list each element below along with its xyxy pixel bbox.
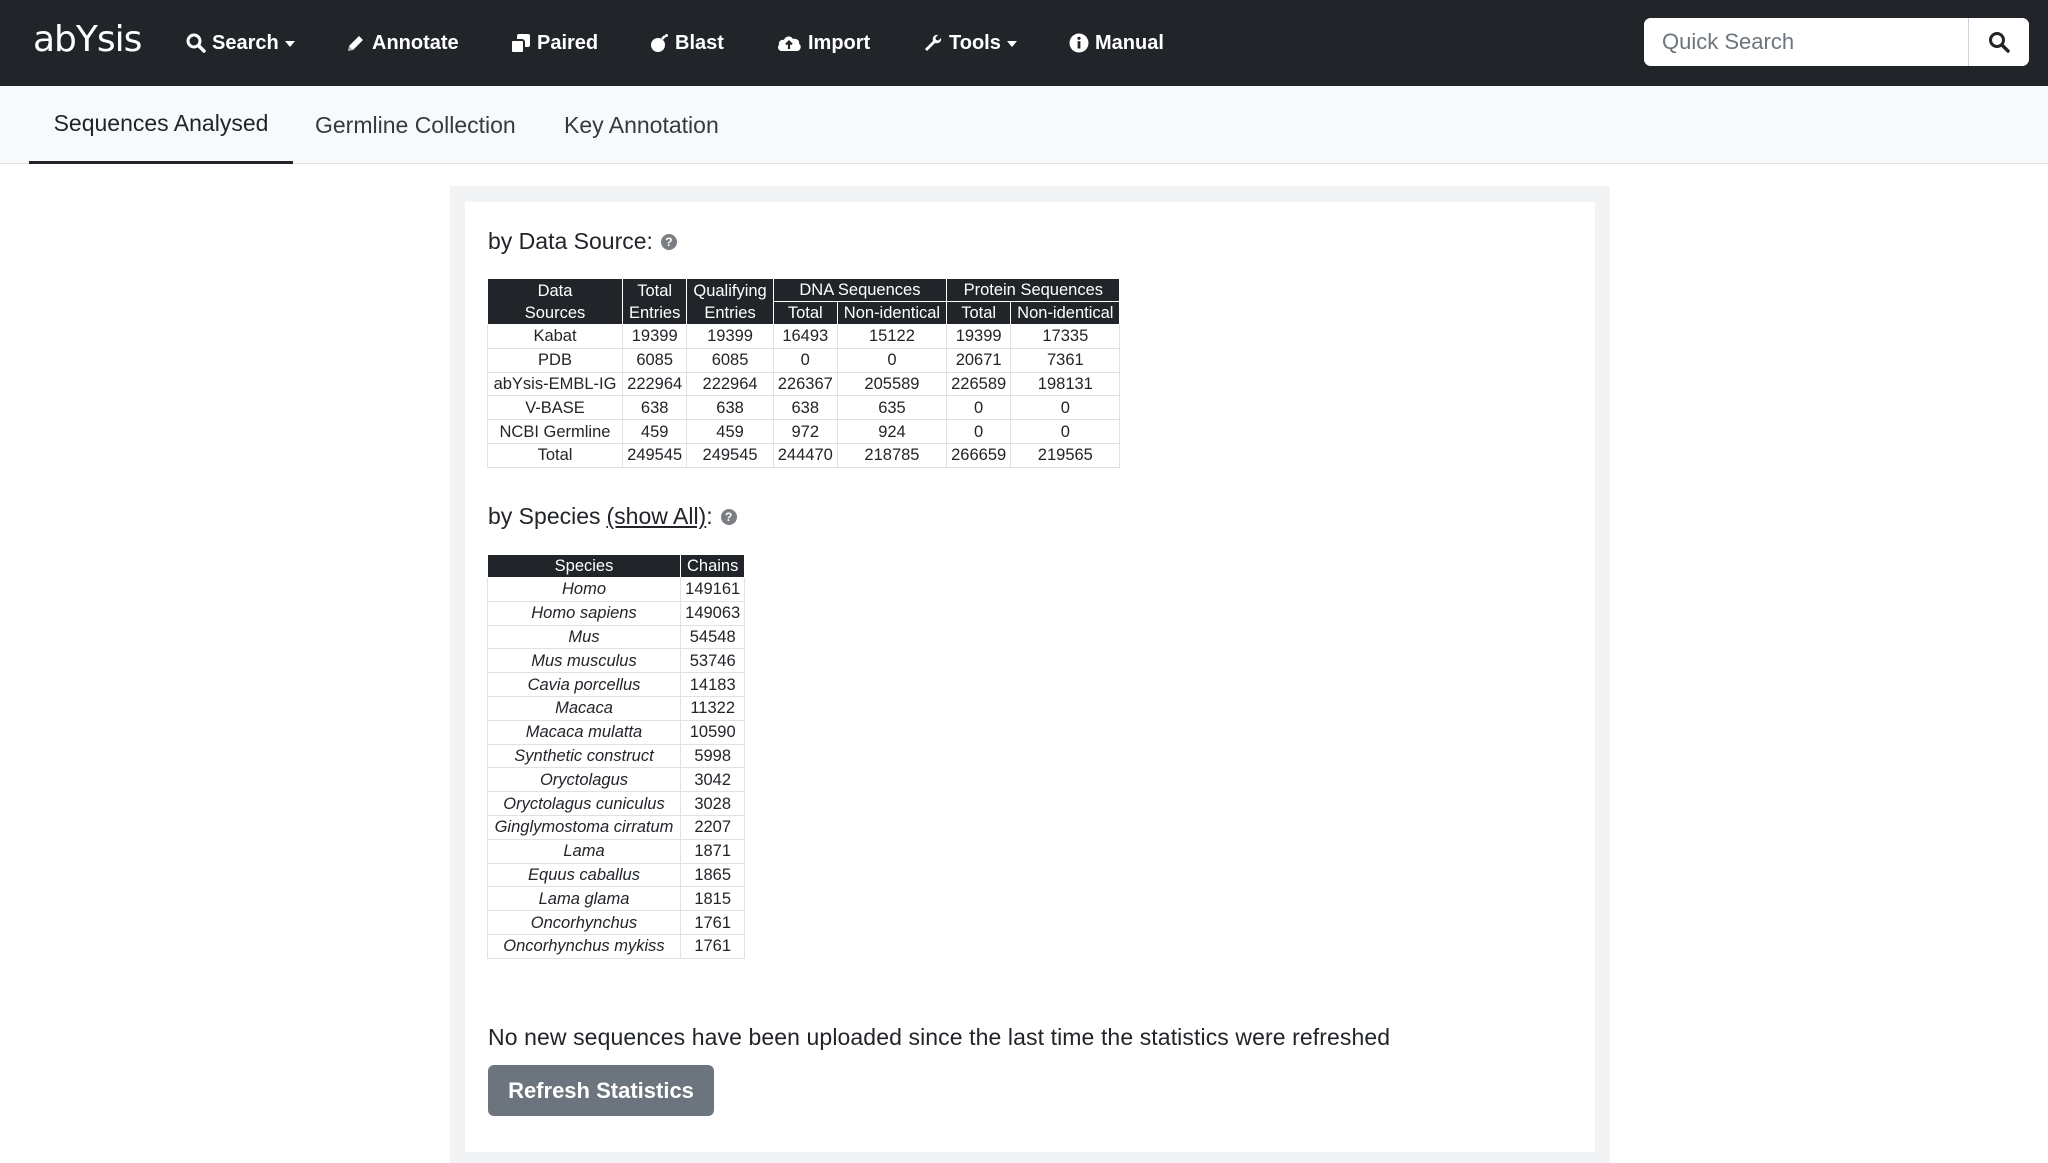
- species-row: [488, 863, 745, 887]
- value-cell: 16493: [773, 325, 837, 349]
- header-qualifying-entries: Qualifying Entries: [687, 279, 773, 325]
- row-label-cell: Synthetic construct: [488, 744, 681, 768]
- header-species: Species: [488, 555, 681, 578]
- data-source-heading: [488, 228, 677, 255]
- header-protein-total: Total: [947, 302, 1011, 325]
- nav-search-dropdown[interactable]: [186, 0, 295, 86]
- species-row: [488, 744, 745, 768]
- search-icon: [1988, 31, 2010, 53]
- value-cell: 54548: [681, 625, 745, 649]
- row-label-cell: Macaca mulatta: [488, 720, 681, 744]
- species-row: [488, 839, 745, 863]
- species-row: [488, 887, 745, 911]
- species-row: [488, 673, 745, 697]
- value-cell: 1865: [681, 863, 745, 887]
- stats-tab-bar: [0, 86, 2048, 164]
- nav-paired[interactable]: [510, 0, 598, 86]
- value-cell: 19399: [947, 325, 1011, 349]
- value-cell: 638: [773, 396, 837, 420]
- value-cell: 149161: [681, 578, 745, 602]
- nav-blast[interactable]: [649, 0, 724, 86]
- header-dna-non-identical: Non-identical: [837, 302, 946, 325]
- tab-key-annotation[interactable]: Key Annotation: [564, 111, 719, 138]
- species-row: [488, 934, 745, 958]
- value-cell: 3028: [681, 792, 745, 816]
- species-table: [487, 554, 745, 959]
- value-cell: 10590: [681, 720, 745, 744]
- row-label-cell: Lama glama: [488, 887, 681, 911]
- data-source-row: [488, 348, 1120, 372]
- statistics-card: [465, 202, 1595, 1152]
- chevron-down-icon: [1007, 41, 1017, 47]
- cloud-upload-icon: [776, 33, 802, 53]
- quick-search: [1644, 18, 2029, 66]
- info-circle-icon: [1069, 33, 1089, 53]
- header-dna-sequences: DNA Sequences: [773, 279, 946, 302]
- value-cell: 2207: [681, 815, 745, 839]
- nav-paired-label: Paired: [537, 31, 599, 54]
- help-icon[interactable]: ?: [721, 509, 737, 525]
- row-label-cell: Homo: [488, 578, 681, 602]
- value-cell: 638: [623, 396, 687, 420]
- data-source-row: [488, 396, 1120, 420]
- header-data-sources: Data Sources: [488, 279, 623, 325]
- wrench-icon: [923, 33, 943, 53]
- row-label-cell: Macaca: [488, 696, 681, 720]
- show-all-link[interactable]: (show All): [606, 503, 707, 529]
- species-row: [488, 792, 745, 816]
- value-cell: 53746: [681, 649, 745, 673]
- value-cell: 198131: [1011, 372, 1120, 396]
- species-row: [488, 696, 745, 720]
- nav-manual[interactable]: [1069, 0, 1164, 86]
- species-title: by Species: [488, 503, 601, 529]
- row-label-cell: Kabat: [488, 325, 623, 349]
- value-cell: 5998: [681, 744, 745, 768]
- nav-tools-label: Tools: [949, 31, 1001, 54]
- value-cell: 0: [837, 348, 946, 372]
- tab-sequences-analysed[interactable]: Sequences Analysed: [29, 86, 293, 164]
- quick-search-input[interactable]: [1644, 18, 1968, 66]
- species-row: [488, 720, 745, 744]
- value-cell: 1761: [681, 934, 745, 958]
- nav-manual-label: Manual: [1095, 31, 1164, 54]
- data-source-row: [488, 325, 1120, 349]
- row-label-cell: abYsis-EMBL-IG: [488, 372, 623, 396]
- nav-annotate[interactable]: [346, 0, 459, 86]
- row-label-cell: NCBI Germline: [488, 420, 623, 444]
- header-protein-sequences: Protein Sequences: [947, 279, 1120, 302]
- help-icon[interactable]: ?: [661, 234, 677, 250]
- species-row: [488, 601, 745, 625]
- species-row: [488, 578, 745, 602]
- quick-search-button[interactable]: [1968, 18, 2029, 66]
- value-cell: 1761: [681, 911, 745, 935]
- tab-germline-collection[interactable]: Germline Collection: [315, 111, 516, 138]
- species-row: [488, 768, 745, 792]
- content-wrapper: [450, 186, 1610, 1163]
- row-label-cell: Homo sapiens: [488, 601, 681, 625]
- nav-search-label: Search: [212, 31, 279, 54]
- value-cell: 924: [837, 420, 946, 444]
- value-cell: 0: [773, 348, 837, 372]
- value-cell: 244470: [773, 443, 837, 467]
- value-cell: 222964: [687, 372, 773, 396]
- row-label-cell: Mus musculus: [488, 649, 681, 673]
- value-cell: 149063: [681, 601, 745, 625]
- value-cell: 0: [1011, 396, 1120, 420]
- value-cell: 14183: [681, 673, 745, 697]
- value-cell: 1815: [681, 887, 745, 911]
- row-label-cell: Equus caballus: [488, 863, 681, 887]
- value-cell: 6085: [687, 348, 773, 372]
- value-cell: 222964: [623, 372, 687, 396]
- value-cell: 972: [773, 420, 837, 444]
- value-cell: 266659: [947, 443, 1011, 467]
- value-cell: 6085: [623, 348, 687, 372]
- bomb-icon: [649, 33, 669, 54]
- nav-tools-dropdown[interactable]: [923, 0, 1017, 86]
- species-row: [488, 911, 745, 935]
- header-dna-total: Total: [773, 302, 837, 325]
- value-cell: 205589: [837, 372, 946, 396]
- species-row: [488, 649, 745, 673]
- value-cell: 249545: [623, 443, 687, 467]
- value-cell: 459: [687, 420, 773, 444]
- row-label-cell: V-BASE: [488, 396, 623, 420]
- value-cell: 249545: [687, 443, 773, 467]
- value-cell: 219565: [1011, 443, 1120, 467]
- data-source-row: [488, 372, 1120, 396]
- search-icon: [186, 33, 206, 53]
- value-cell: 0: [947, 420, 1011, 444]
- row-label-cell: Lama: [488, 839, 681, 863]
- row-label-cell: Total: [488, 443, 623, 467]
- pencil-icon: [346, 33, 366, 53]
- value-cell: 3042: [681, 768, 745, 792]
- value-cell: 218785: [837, 443, 946, 467]
- row-label-cell: PDB: [488, 348, 623, 372]
- row-label-cell: Ginglymostoma cirratum: [488, 815, 681, 839]
- data-source-title: by Data Source:: [488, 228, 653, 254]
- data-source-row: [488, 443, 1120, 467]
- species-colon: :: [706, 503, 713, 529]
- data-source-row: [488, 420, 1120, 444]
- top-navbar: [0, 0, 2048, 86]
- row-label-cell: Oryctolagus cuniculus: [488, 792, 681, 816]
- header-chains: Chains: [681, 555, 745, 578]
- row-label-cell: Oncorhynchus: [488, 911, 681, 935]
- value-cell: 19399: [687, 325, 773, 349]
- refresh-notice: No new sequences have been uploaded since the last time the statistics were refreshed: [488, 1024, 1391, 1050]
- value-cell: 638: [687, 396, 773, 420]
- value-cell: 0: [1011, 420, 1120, 444]
- species-row: [488, 815, 745, 839]
- row-label-cell: Cavia porcellus: [488, 673, 681, 697]
- value-cell: 226367: [773, 372, 837, 396]
- species-row: [488, 625, 745, 649]
- value-cell: 15122: [837, 325, 946, 349]
- row-label-cell: Mus: [488, 625, 681, 649]
- clone-icon: [510, 33, 531, 54]
- value-cell: 635: [837, 396, 946, 420]
- value-cell: 20671: [947, 348, 1011, 372]
- nav-import-label: Import: [808, 31, 871, 54]
- refresh-statistics-button[interactable]: Refresh Statistics: [488, 1065, 714, 1116]
- value-cell: 0: [947, 396, 1011, 420]
- value-cell: 11322: [681, 696, 745, 720]
- abysis-logo[interactable]: abYsis: [33, 19, 142, 60]
- nav-annotate-label: Annotate: [372, 31, 459, 54]
- value-cell: 7361: [1011, 348, 1120, 372]
- header-protein-non-identical: Non-identical: [1011, 302, 1120, 325]
- value-cell: 1871: [681, 839, 745, 863]
- row-label-cell: Oryctolagus: [488, 768, 681, 792]
- header-total-entries: Total Entries: [623, 279, 687, 325]
- value-cell: 459: [623, 420, 687, 444]
- nav-blast-label: Blast: [675, 31, 724, 54]
- value-cell: 226589: [947, 372, 1011, 396]
- value-cell: 19399: [623, 325, 687, 349]
- species-heading: [488, 503, 737, 530]
- row-label-cell: Oncorhynchus mykiss: [488, 934, 681, 958]
- chevron-down-icon: [285, 41, 295, 47]
- value-cell: 17335: [1011, 325, 1120, 349]
- nav-import[interactable]: [776, 0, 870, 86]
- data-source-table: [487, 278, 1120, 468]
